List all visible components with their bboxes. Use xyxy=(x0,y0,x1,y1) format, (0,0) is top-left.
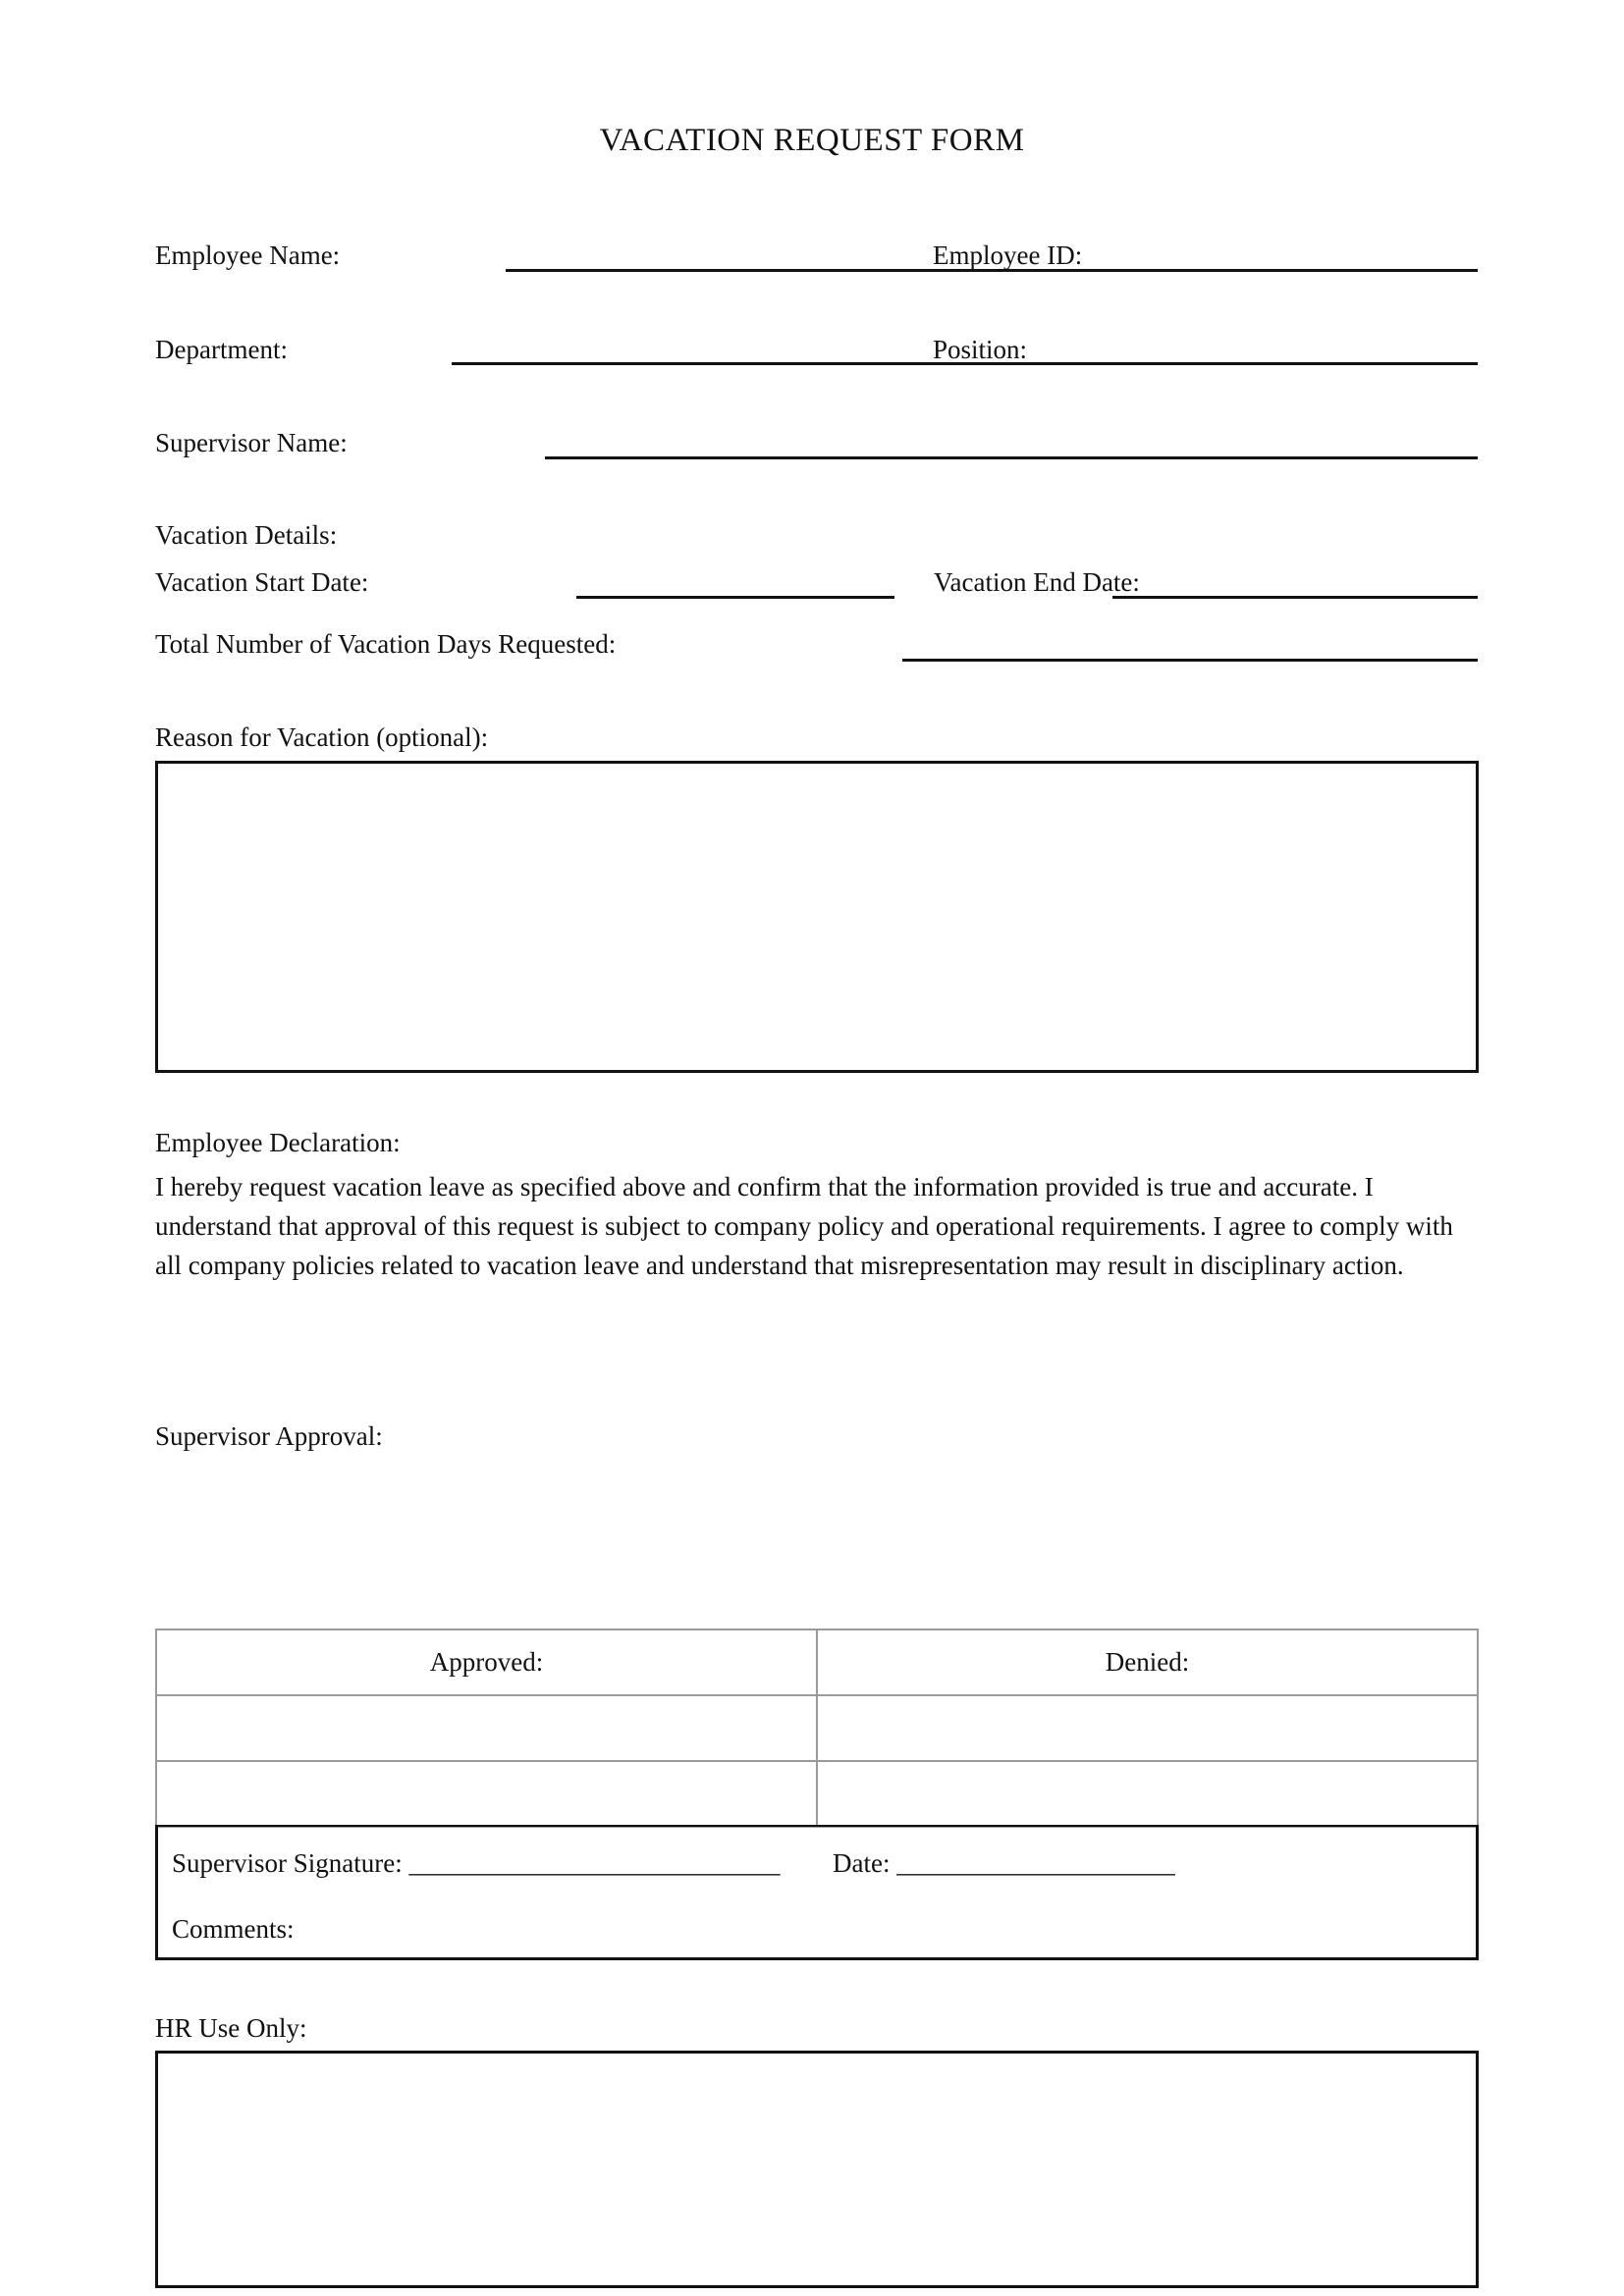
employee-name-label: Employee Name: xyxy=(155,240,341,270)
reason-textbox[interactable] xyxy=(155,761,1479,1073)
start-date-label: Vacation Start Date: xyxy=(155,567,369,597)
employee-id-label: Employee ID: xyxy=(933,240,1083,270)
total-days-line[interactable] xyxy=(902,659,1478,662)
start-date-line[interactable] xyxy=(576,596,894,599)
denied-header: Denied: xyxy=(817,1629,1478,1695)
supervisor-name-label: Supervisor Name: xyxy=(155,428,348,457)
denied-cell[interactable] xyxy=(817,1761,1478,1827)
approved-cell[interactable] xyxy=(156,1761,817,1827)
supervisor-name-line[interactable] xyxy=(545,456,1478,459)
end-date-label: Vacation End Date: xyxy=(934,567,1140,597)
supervisor-approval-heading: Supervisor Approval: xyxy=(155,1421,383,1451)
department-label: Department: xyxy=(155,335,288,364)
denied-cell[interactable] xyxy=(817,1695,1478,1761)
hr-use-heading: HR Use Only: xyxy=(155,2013,307,2043)
vacation-details-heading: Vacation Details: xyxy=(155,520,338,550)
approval-table xyxy=(155,1629,1479,1828)
position-label: Position: xyxy=(933,335,1028,364)
form-title: VACATION REQUEST FORM xyxy=(599,123,1025,158)
declaration-text: I hereby request vacation leave as specified above and confirm that the information provided is true and accurate. I understand that approval of this request is subject to company policy and operational requirements. I agree to comply with all company policies related to vacation leave and understand that misrepresentation may result in disciplinary action. xyxy=(155,1172,1453,1280)
declaration-heading: Employee Declaration: xyxy=(155,1128,401,1157)
approved-cell[interactable] xyxy=(156,1695,817,1761)
comments-label: Comments: xyxy=(172,1914,295,1944)
approved-header: Approved: xyxy=(156,1629,817,1695)
supervisor-signature-field[interactable]: Supervisor Signature: ____________________________ xyxy=(172,1848,781,1878)
total-days-label: Total Number of Vacation Days Requested: xyxy=(155,629,617,659)
reason-label: Reason for Vacation (optional): xyxy=(155,722,489,752)
approval-date-field[interactable]: Date: _____________________ xyxy=(833,1848,1175,1878)
table-row xyxy=(156,1695,1478,1761)
table-row xyxy=(156,1629,1478,1695)
table-row xyxy=(156,1761,1478,1827)
signature-box xyxy=(155,1825,1479,1960)
end-date-line[interactable] xyxy=(1112,596,1478,599)
hr-use-box[interactable] xyxy=(155,2051,1479,2288)
